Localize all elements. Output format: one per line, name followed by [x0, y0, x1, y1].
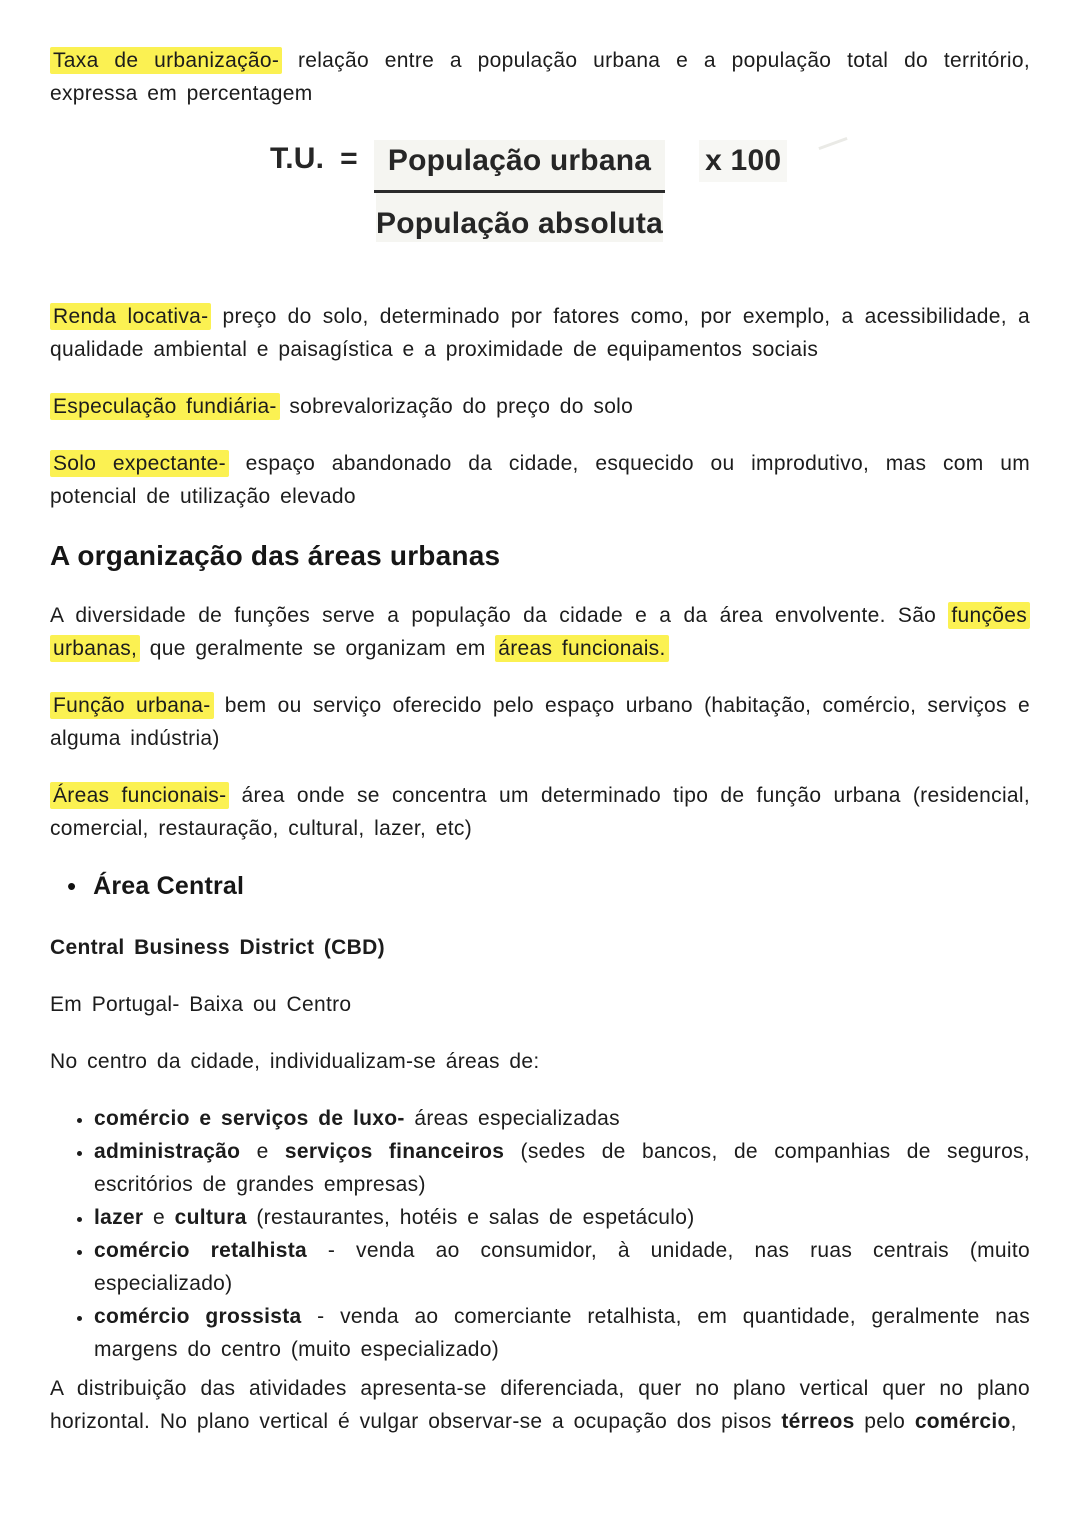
definition-renda-locativa	[50, 300, 1030, 366]
paragraph-intro-areas-centro: No centro da cidade, individualizam-se áreas de:	[50, 1050, 540, 1073]
list-item-bold-text: administração	[94, 1140, 241, 1163]
formula-term-tu: T.U.	[270, 142, 325, 175]
bold-term-terreos: térreos	[781, 1410, 855, 1433]
cbd-functions-list	[50, 1102, 1030, 1366]
list-item-bold-text: lazer	[94, 1206, 144, 1229]
list-item-bold-text: serviços financeiros	[284, 1140, 505, 1163]
subsection-title-area-central: Área Central	[93, 872, 245, 900]
list-item-text: (restaurantes, hotéis e salas de espetáculo)	[246, 1206, 695, 1229]
paragraph-text: A distribuição das atividades apresenta-se diferenciada, quer no plano vertical quer no plano horizontal. No plano vertical é vulgar observar-se a ocupação dos pisos	[50, 1377, 1030, 1433]
list-item-text: áreas especializadas	[404, 1107, 620, 1130]
section-heading-organizacao-areas-urbanas: A organização das áreas urbanas	[50, 540, 501, 571]
paragraph-text: A diversidade de funções serve a população da cidade e a da área envolvente. São	[50, 604, 949, 627]
list-item-bold-text: comércio grossista	[94, 1305, 302, 1328]
highlighted-term-areas-funcionais: Áreas funcionais-	[50, 782, 229, 809]
formula-numerator: População urbana	[374, 140, 665, 193]
list-item-bold-text: comércio retalhista	[94, 1239, 308, 1262]
formula-equals-sign: =	[340, 142, 358, 175]
list-item-lazer-cultura	[94, 1201, 1030, 1234]
bullet-icon: •	[67, 871, 77, 901]
definition-text: espaço abandonado da cidade, esquecido ou improdutivo, mas com um potencial de utilização elevado	[50, 452, 1030, 508]
formula-fraction	[374, 140, 665, 242]
definition-funcao-urbana	[50, 689, 1030, 755]
definition-solo-expectante	[50, 447, 1030, 513]
formula-row	[270, 140, 787, 242]
cbd-heading: Central Business District (CBD)	[50, 936, 385, 959]
subsection-heading-area-central	[50, 869, 1030, 903]
list-item-comercio-retalhista	[94, 1234, 1030, 1300]
highlighted-term-areas-funcionais: áreas funcionais.	[495, 635, 668, 662]
list-item-bold-text: cultura	[174, 1206, 247, 1229]
paragraph-diversidade-funcoes	[50, 599, 1030, 665]
highlighted-term-especulacao-fundiaria: Especulação fundiária-	[50, 393, 280, 420]
definition-text: relação entre a população urbana e a população total do território, expressa em percentagem	[50, 49, 1030, 105]
highlighted-term-taxa-de-urbanizacao: Taxa de urbanização-	[50, 47, 282, 74]
highlighted-term-funcao-urbana: Função urbana-	[50, 692, 214, 719]
scan-artifact-mark	[818, 137, 847, 150]
list-item-text: - venda ao comerciante retalhista, em quantidade, geralmente nas margens do centro (muito especializado)	[94, 1305, 1030, 1361]
paragraph-text: pelo	[854, 1410, 915, 1433]
definition-text: bem ou serviço oferecido pelo espaço urbano (habitação, comércio, serviços e alguma indústria)	[50, 694, 1031, 750]
urbanization-rate-formula-image	[270, 140, 787, 242]
paragraph-em-portugal: Em Portugal- Baixa ou Centro	[50, 993, 352, 1016]
list-item-text: e	[143, 1206, 175, 1229]
definition-text: área onde se concentra um determinado tipo de função urbana (residencial, comercial, restauração, cultural, lazer, etc)	[50, 784, 1030, 840]
list-item-text: e	[240, 1140, 285, 1163]
formula-multiplier: x 100	[699, 140, 787, 182]
definition-areas-funcionais	[50, 779, 1030, 845]
highlighted-term-renda-locativa: Renda locativa-	[50, 303, 211, 330]
definition-especulacao-fundiaria	[50, 390, 1030, 423]
highlighted-term-solo-expectante: Solo expectante-	[50, 450, 229, 477]
list-item-comercio-luxo	[94, 1102, 1030, 1135]
list-item-text: (sedes de bancos, de companhias de seguros, escritórios de grandes empresas)	[94, 1140, 1030, 1196]
definition-text: preço do solo, determinado por fatores como, por exemplo, a acessibilidade, a qualidade ambiental e paisagística e a proximidade de equipamentos sociais	[50, 305, 1030, 361]
list-item-bold-text: comércio e serviços de luxo-	[94, 1107, 405, 1130]
paragraph-text: ,	[1010, 1410, 1017, 1433]
list-item-text: - venda ao consumidor, à unidade, nas ruas centrais (muito especializado)	[94, 1239, 1030, 1295]
highlighted-term-funcoes-urbanas: funções urbanas,	[50, 602, 1030, 662]
bold-term-comercio: comércio	[914, 1410, 1011, 1433]
definition-text: sobrevalorização do preço do solo	[279, 395, 634, 418]
definition-taxa-de-urbanizacao	[50, 44, 1030, 110]
list-item-comercio-grossista	[94, 1300, 1030, 1366]
paragraph-distribuicao-atividades	[50, 1372, 1030, 1438]
formula-denominator: População absoluta	[376, 193, 663, 243]
paragraph-text: que geralmente se organizam em	[140, 637, 496, 660]
list-item-administracao-financeiros	[94, 1135, 1030, 1201]
